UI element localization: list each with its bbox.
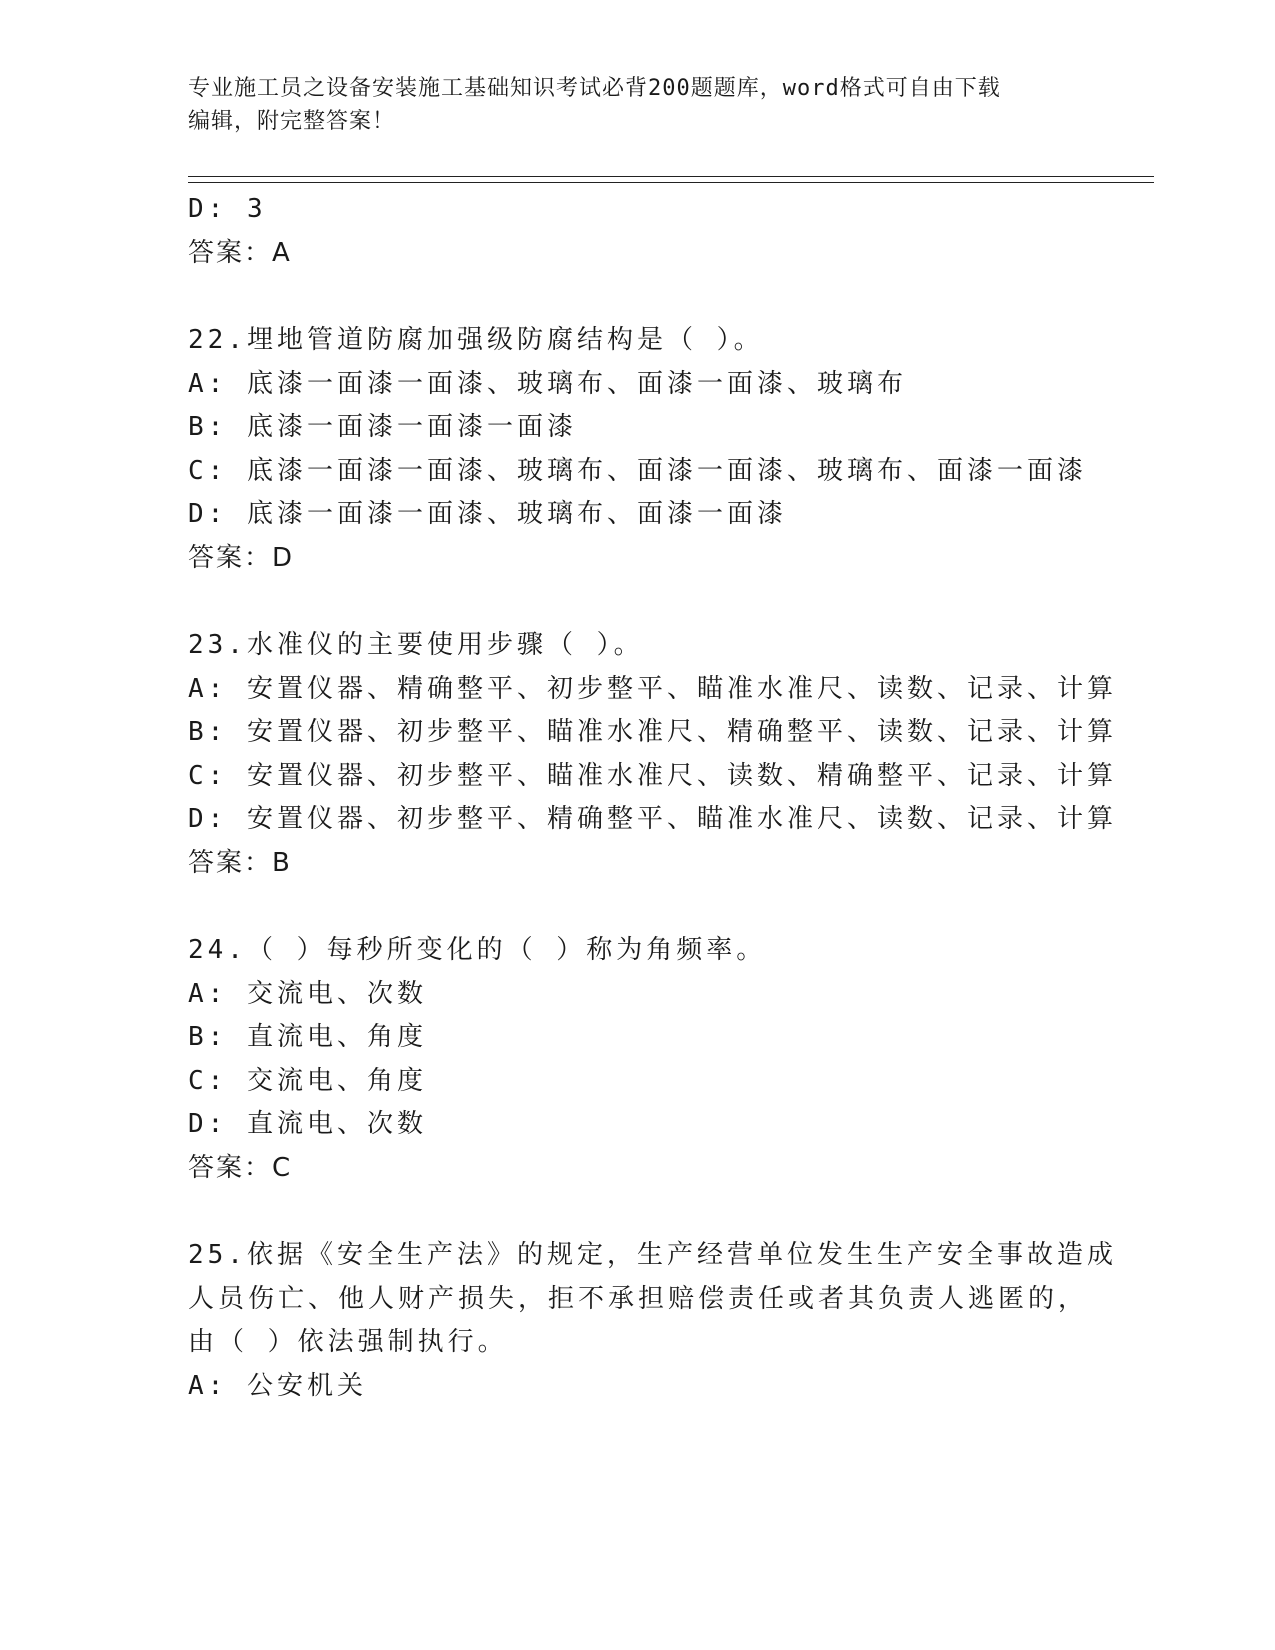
q24-stem: 24.（ ）每秒所变化的（ ）称为角频率。 [188,935,767,965]
q22-answer: 答案：D [188,543,295,573]
q23-option-a: A: 安置仪器、精确整平、初步整平、瞄准水准尺、读数、记录、计算 [188,674,1117,704]
q24-answer: 答案：C [188,1153,293,1183]
q24-option-b: B: 直流电、角度 [188,1022,427,1052]
q22-option-a: A: 底漆一面漆一面漆、玻璃布、面漆一面漆、玻璃布 [188,369,907,399]
header-rule-bottom [188,182,1154,183]
document-header [188,72,1088,138]
q24-option-d: D: 直流电、次数 [188,1109,427,1139]
q23-option-d: D: 安置仪器、初步整平、精确整平、瞄准水准尺、读数、记录、计算 [188,804,1117,834]
q25-stem-line-1: 25.依据《安全生产法》的规定，生产经营单位发生生产安全事故造成 [188,1240,1117,1270]
q23-answer: 答案：B [188,848,292,878]
q22-option-b: B: 底漆一面漆一面漆一面漆 [188,412,577,442]
header-rule-top [188,176,1154,177]
q22-stem: 22.埋地管道防腐加强级防腐结构是（ ）。 [188,325,764,355]
q21-option-d: D: 3 [188,194,267,224]
q25-stem-line-2: 人员伤亡、他人财产损失，拒不承担赔偿责任或者其负责人逃匿的， [188,1284,1089,1314]
header-title-line-1: 专业施工员之设备安装施工基础知识考试必背200题题库，word格式可自由下载 [188,76,1001,101]
q24-option-a: A: 交流电、次数 [188,979,427,1009]
q23-stem: 23.水准仪的主要使用步骤（ ）。 [188,630,644,660]
q22-option-d: D: 底漆一面漆一面漆、玻璃布、面漆一面漆 [188,499,787,529]
header-title-line-2: 编辑，附完整答案！ [188,109,396,134]
q22-option-c: C: 底漆一面漆一面漆、玻璃布、面漆一面漆、玻璃布、面漆一面漆 [188,456,1087,486]
q23-option-b: B: 安置仪器、初步整平、瞄准水准尺、精确整平、读数、记录、计算 [188,717,1117,747]
q24-option-c: C: 交流电、角度 [188,1066,427,1096]
q23-option-c: C: 安置仪器、初步整平、瞄准水准尺、读数、精确整平、记录、计算 [188,761,1117,791]
q25-option-a: A: 公安机关 [188,1371,367,1401]
q21-answer: 答案：A [188,238,292,268]
q25-stem-line-3: 由（ ）依法强制执行。 [188,1327,508,1357]
